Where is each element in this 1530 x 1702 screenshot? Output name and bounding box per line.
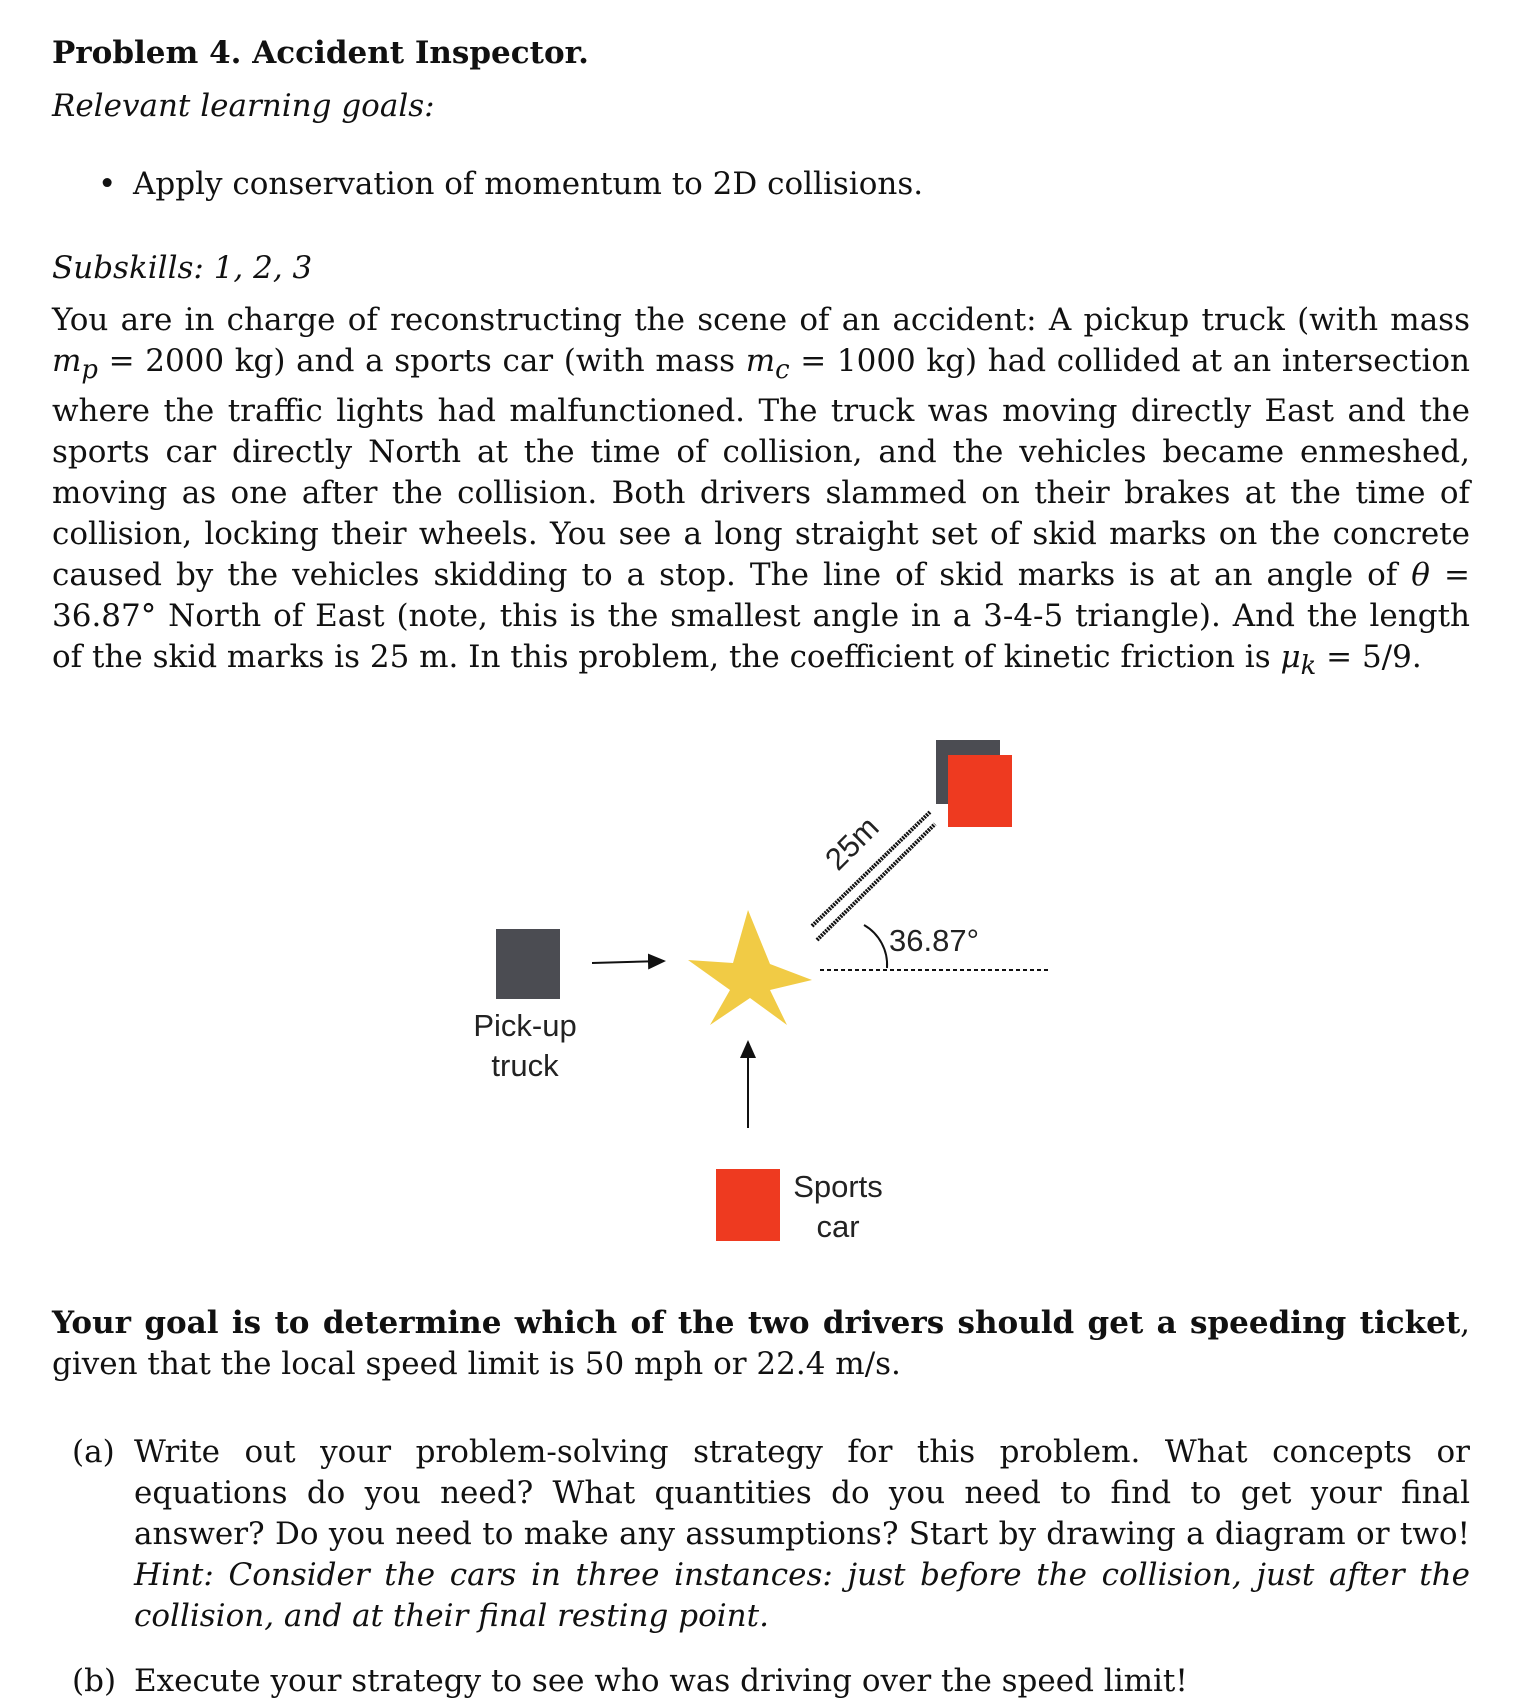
collision-star: [688, 910, 812, 1025]
statement-text-3: = 1000 kg) had collided at an intersection where the traffic lights had malfunctioned. The truck was moving directly East and the sports car directly North at the time of collision, and the vehicles became enmeshed, moving as one after the collision. Both drivers slammed on their brakes at the time of collision, locking their wheels. You see a long straight set of skid marks on the concrete caused by the vehicles skidding to a stop. The line of skid marks is at an angle of: [52, 343, 1470, 594]
part-a: [52, 1432, 1470, 1637]
statement-text-1: You are in charge of reconstructing the scene of an accident: A pickup truck (with mass: [52, 302, 1470, 338]
truck-label-line-1: Pick-up: [473, 1008, 577, 1043]
skid-length-label: 25m: [818, 809, 886, 877]
var-sub-p: p: [81, 355, 98, 386]
goal-rest: , given that the local speed limit is 50 mph or 22.4 m/s.: [52, 1305, 1470, 1382]
angle-label: 36.87°: [889, 923, 979, 958]
statement-text-4: = 36.87° North of East (note, this is the smallest angle in a 3-4-5 triangle). And the length of the skid marks is 25 m. In this problem, the coefficient of kinetic friction is: [52, 557, 1470, 676]
truck-label-line-2: truck: [491, 1048, 559, 1083]
goal-statement: [52, 1303, 1470, 1385]
truck-direction-arrow: [592, 961, 664, 963]
var-m: m: [52, 343, 82, 379]
part-b: [52, 1661, 1470, 1702]
learning-goals-heading: Relevant learning goals:: [52, 88, 435, 124]
subskills: Subskills: 1, 2, 3: [52, 250, 313, 286]
question-parts: [52, 1432, 1470, 1702]
final-car-block: [948, 755, 1012, 827]
part-b-label: (b): [72, 1663, 117, 1699]
statement-text-5: = 5/9.: [1316, 639, 1422, 676]
var-sub-c: c: [775, 355, 790, 386]
goal-text: Apply conservation of momentum to 2D collisions.: [133, 166, 924, 202]
car-label-line-2: car: [816, 1209, 860, 1244]
car-label-line-1: Sports: [793, 1169, 883, 1204]
part-a-label: (a): [72, 1434, 115, 1470]
sports-car-block: [716, 1169, 780, 1241]
pickup-truck-block: [496, 929, 560, 999]
part-b-text: Execute your strategy to see who was driving over the speed limit!: [134, 1663, 1188, 1699]
var-theta: θ: [1411, 557, 1430, 594]
goal-bold: Your goal is to determine which of the two drivers should get a speeding ticket: [52, 1305, 1461, 1341]
angle-arc: [864, 925, 887, 968]
statement-text-2: = 2000 kg) and a sports car (with mass: [97, 343, 746, 379]
var-sub-k: k: [1300, 651, 1317, 682]
problem-title: Problem 4. Accident Inspector.: [52, 35, 589, 71]
part-a-text: Write out your problem-solving strategy for this problem. What concepts or equations do you need? What quantities do you need to find to get your final answer? Do you need to make any assumptions? Start by drawing a diagram or two!: [134, 1434, 1470, 1552]
part-a-hint: Hint: Consider the cars in three instances: just before the collision, just after the collision, and at their final resting point.: [134, 1557, 1470, 1634]
var-m-c: m: [745, 343, 776, 379]
var-mu: μ: [1280, 639, 1301, 676]
bullet-icon: •: [98, 166, 117, 202]
